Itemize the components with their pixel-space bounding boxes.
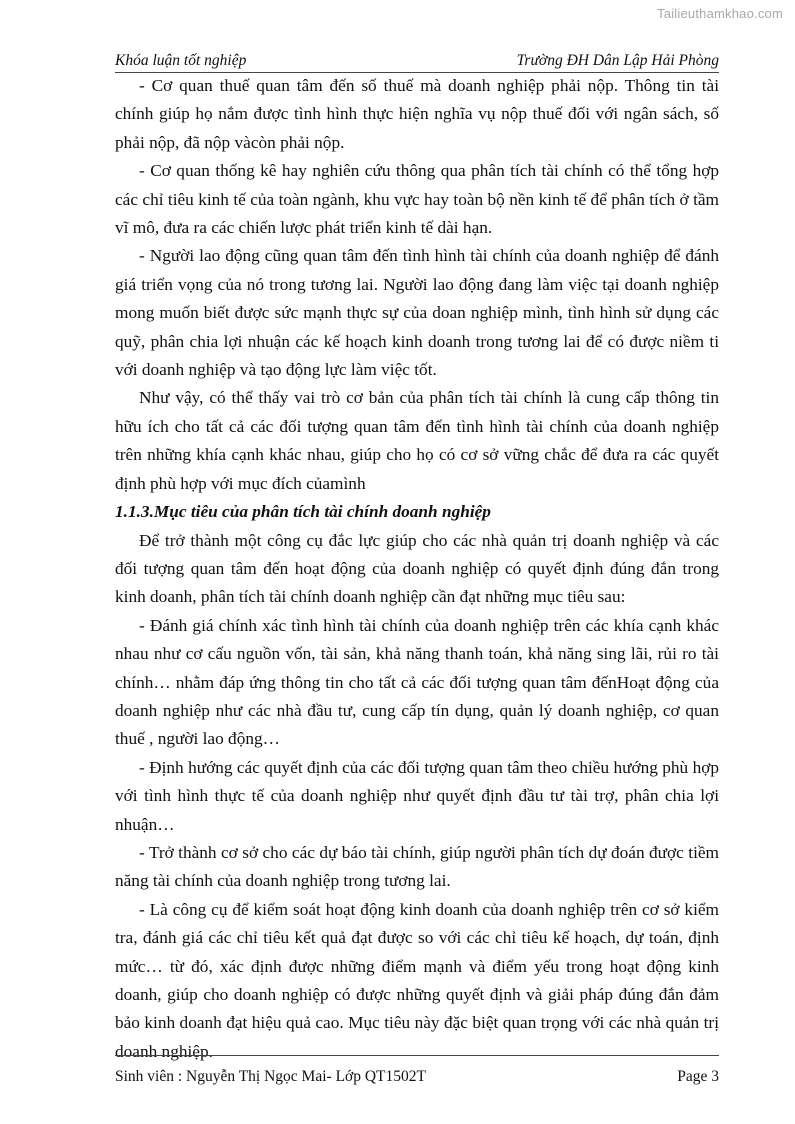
section-heading: 1.1.3.Mục tiêu của phân tích tài chính doanh nghiệp <box>115 502 491 522</box>
paragraph: Để trở thành một công cụ đắc lực giúp cho các nhà quản trị doanh nghiệp và các đối tượng quan tâm đến hoạt động của doanh nghiệp có quyết định đúng đắn trong kinh doanh, phân tích tài chính doanh nghiệp cần đạt những mục tiêu sau: <box>115 530 719 607</box>
paragraph: - Người lao động cũng quan tâm đến tình hình tài chính của doanh nghiệp để đánh giá triển vọng của nó trong tương lai. Người lao động đang làm việc tại doanh nghiệp mong muốn biết được sức mạnh thực sự của doan nghiệp mình, tình hình sử dụng các quỹ, phân chia lợi nhuận các kế hoạch kinh doanh trong tương lai để có được niềm ti với doanh nghiệp và tạo động lực làm việc tốt. <box>115 246 719 380</box>
paragraph: - Đánh giá chính xác tình hình tài chính của doanh nghiệp trên các khía cạnh khác nhau như cơ cấu nguồn vốn, tài sản, khả năng thanh toán, khả năng sing lãi, rủi ro tài chính… nhằm đáp ứng thông tin cho tất cả các đối tượng quan tâm đếnHoạt động của doanh nghiệp như các nhà đầu tư, cung cấp tín dụng, quản lý doanh nghiệp, cơ quan thuế , người lao động… <box>115 615 719 749</box>
paragraph: Như vậy, có thể thấy vai trò cơ bản của phân tích tài chính là cung cấp thông tin hữu ích cho tất cả các đối tượng quan tâm đến tình hình tài chính của doanh nghiệp trên những khía cạnh khác nhau, giúp cho họ có cơ sở vững chắc để đưa ra các quyết định phù hợp với mục đích củamình <box>115 388 719 493</box>
page-number: Page 3 <box>677 1068 719 1085</box>
paragraph: - Định hướng các quyết định của các đối tượng quan tâm theo chiều hướng phù hợp với tình hình thực tế của doanh nghiệp như quyết định đầu tư tài trợ, phân chia lợi nhuận… <box>115 757 719 834</box>
paragraph: - Trở thành cơ sở cho các dự báo tài chính, giúp người phân tích dự đoán được tiềm năng tài chính của doanh nghiệp trong tương lai. <box>115 842 719 891</box>
header-left-text: Khóa luận tốt nghiệp <box>115 52 247 69</box>
paragraph: - Là công cụ để kiểm soát hoạt động kinh doanh của doanh nghiệp trên cơ sở kiểm tra, đánh giá các chỉ tiêu kết quả đạt được so với các chỉ tiêu kế hoạch, dự toán, định mức… từ đó, xác định được những điểm mạnh và điểm yếu trong hoạt động kinh doanh, giúp cho doanh nghiệp có được những quyết định và giải pháp đúng đắn đảm bảo kinh doanh đạt hiệu quả cao. Mục tiêu này đặc biệt quan trọng với các nhà quản trị doanh nghiệp. <box>115 899 719 1061</box>
paragraph: - Cơ quan thống kê hay nghiên cứu thông qua phân tích tài chính có thể tổng hợp các chỉ tiêu kinh tế của toàn ngành, khu vực hay toàn bộ nền kinh tế để phân tích ở tầm vĩ mô, đưa ra các chiến lược phát triển kinh tế dài hạn. <box>115 161 719 238</box>
page-footer <box>115 1055 719 1086</box>
page-header <box>115 48 719 73</box>
paragraph: - Cơ quan thuế quan tâm đến số thuế mà doanh nghiệp phải nộp. Thông tin tài chính giúp họ nắm được tình hình thực hiện nghĩa vụ nộp thuế đối với ngân sách, số phải nộp, đã nộp vàcòn phải nộp. <box>115 76 719 152</box>
header-right-text: Trường ĐH Dân Lập Hải Phòng <box>516 52 719 69</box>
page-content <box>115 72 719 1066</box>
watermark: Tailieuthamkhao.com <box>657 6 783 21</box>
footer-student-info: Sinh viên : Nguyễn Thị Ngọc Mai- Lớp QT1502T <box>115 1068 426 1085</box>
